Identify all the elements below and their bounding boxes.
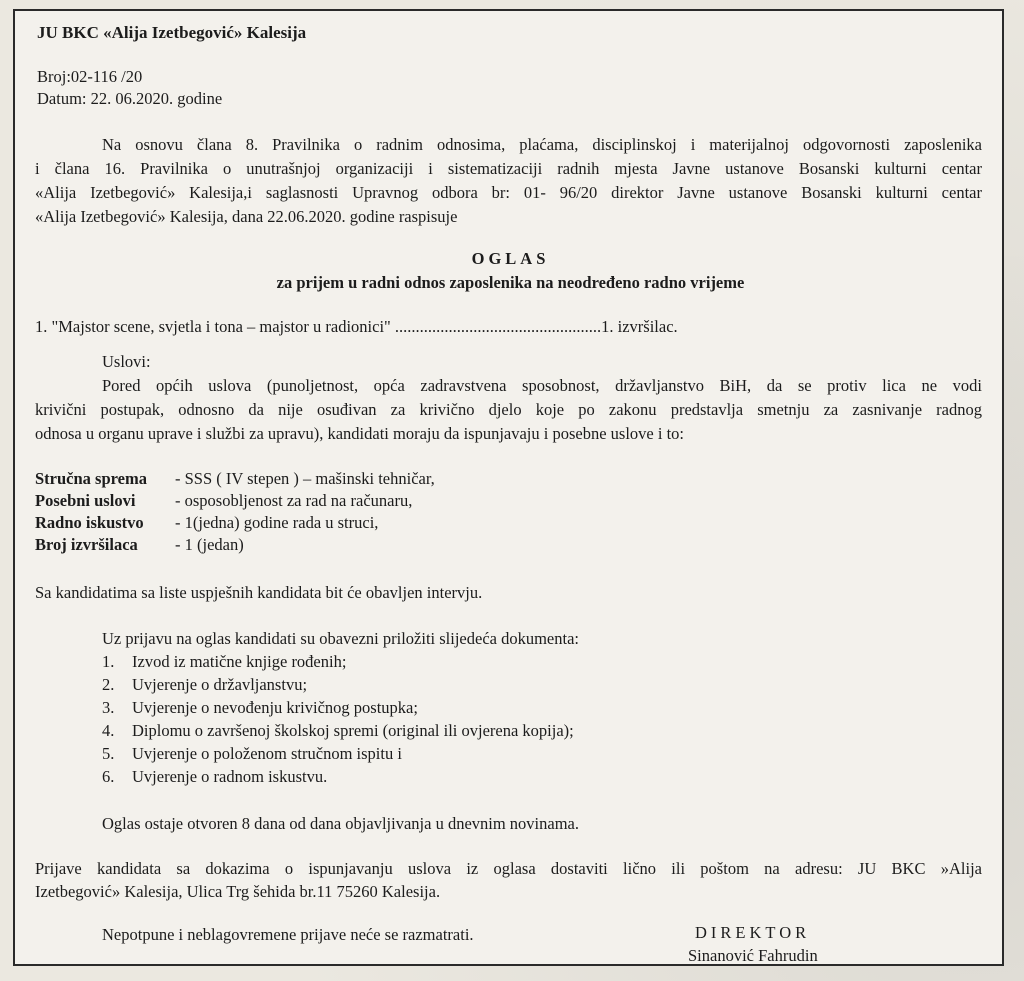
- requirement-value: - 1(jedna) godine rada u struci,: [175, 513, 379, 532]
- intro-line: «Alija Izetbegović» Kalesija, dana 22.06.2020. godine raspisuje: [35, 207, 458, 226]
- document-item: Uvjerenje o državljanstvu;: [132, 675, 308, 694]
- document-number-label: 4.: [102, 721, 115, 740]
- document-item: Uvjerenje o položenom stručnom ispitu i: [132, 744, 402, 763]
- document-number-label: 6.: [102, 767, 115, 786]
- requirement-value: - SSS ( IV stepen ) – mašinski tehničar,: [175, 469, 435, 488]
- document-number: Broj:02-116 /20: [37, 67, 143, 86]
- conditions-line: krivični postupak, odnosno da nije osuđivan za krivično djelo koje po zakonu predstavlja smetnju za zasnivanje radnog: [35, 400, 982, 419]
- open-period-note: Oglas ostaje otvoren 8 dana od dana objavljivanja u dnevnim novinama.: [102, 814, 580, 833]
- documents-intro: Uz prijavu na oglas kandidati su obavezni priložiti slijedeća dokumenta:: [102, 629, 579, 648]
- document-number-label: 5.: [102, 744, 115, 763]
- document-number-label: 1.: [102, 652, 115, 671]
- intro-line: i člana 16. Pravilnika o unutrašnjoj organizaciji i sistematizaciji radnih mjesta Javne ustanove Bosanski kulturni centar: [35, 159, 982, 178]
- announcement-subtitle: za prijem u radni odnos zaposlenika na neodređeno radno vrijeme: [276, 273, 745, 292]
- requirement-label: Broj izvršilaca: [35, 535, 138, 554]
- document-item: Uvjerenje o radnom iskustvu.: [132, 767, 328, 786]
- document-item: Izvod iz matične knjige rođenih;: [132, 652, 347, 671]
- document-date: Datum: 22. 06.2020. godine: [37, 89, 223, 108]
- interview-note: Sa kandidatima sa liste uspješnih kandidata bit će obavljen intervju.: [35, 583, 483, 602]
- document-item: Diplomu o završenoj školskoj spremi (original ili ovjerena kopija);: [132, 721, 574, 740]
- intro-line: Na osnovu člana 8. Pravilnika o radnim odnosima, plaćama, disciplinskoj i materijalnoj odgovornosti zaposlenika: [102, 135, 982, 154]
- conditions-line: odnosa u organu uprave i službi za upravu), kandidati moraju da ispunjavaju i posebne uslove i to:: [35, 424, 685, 443]
- conditions-heading: Uslovi:: [102, 352, 151, 371]
- requirement-value: - osposobljenost za rad na računaru,: [175, 491, 413, 510]
- document-number-label: 2.: [102, 675, 115, 694]
- position-line: 1. "Majstor scene, svjetla i tona – majstor u radionici" ..................................................1. izvršilac.: [35, 317, 678, 336]
- organization-name: JU BKC «Alija Izetbegović» Kalesija: [37, 23, 307, 42]
- requirement-label: Radno iskustvo: [35, 513, 144, 532]
- announcement-title: OGLAS: [471, 249, 550, 268]
- document-number-label: 3.: [102, 698, 115, 717]
- document-item: Uvjerenje o nevođenju krivičnog postupka;: [132, 698, 418, 717]
- submission-line: Prijave kandidata sa dokazima o ispunjavanju uslova iz oglasa dostaviti lično ili poštom na adresu: JU BKC »Alija: [35, 859, 982, 878]
- signature-title: DIREKTOR: [695, 923, 811, 942]
- submission-line: Izetbegović» Kalesija, Ulica Trg šehida br.11 75260 Kalesija.: [35, 882, 441, 901]
- requirement-value: - 1 (jedan): [175, 535, 244, 554]
- conditions-line: Pored općih uslova (punoljetnost, opća zadravstvena sposobnost, državljanstvo BiH, da se protiv lica ne vodi: [102, 376, 982, 395]
- intro-line: «Alija Izetbegović» Kalesija,i saglasnosti Upravnog odbora br: 01- 96/20 direktor Javne ustanove Bosanski kulturni centar: [35, 183, 982, 202]
- requirement-label: Stručna sprema: [35, 469, 147, 488]
- incomplete-applications-note: Nepotpune i neblagovremene prijave neće se razmatrati.: [102, 925, 474, 944]
- requirement-label: Posebni uslovi: [35, 491, 136, 510]
- job-announcement-notice: [13, 9, 1004, 966]
- signature-name: Sinanović Fahrudin: [688, 946, 818, 965]
